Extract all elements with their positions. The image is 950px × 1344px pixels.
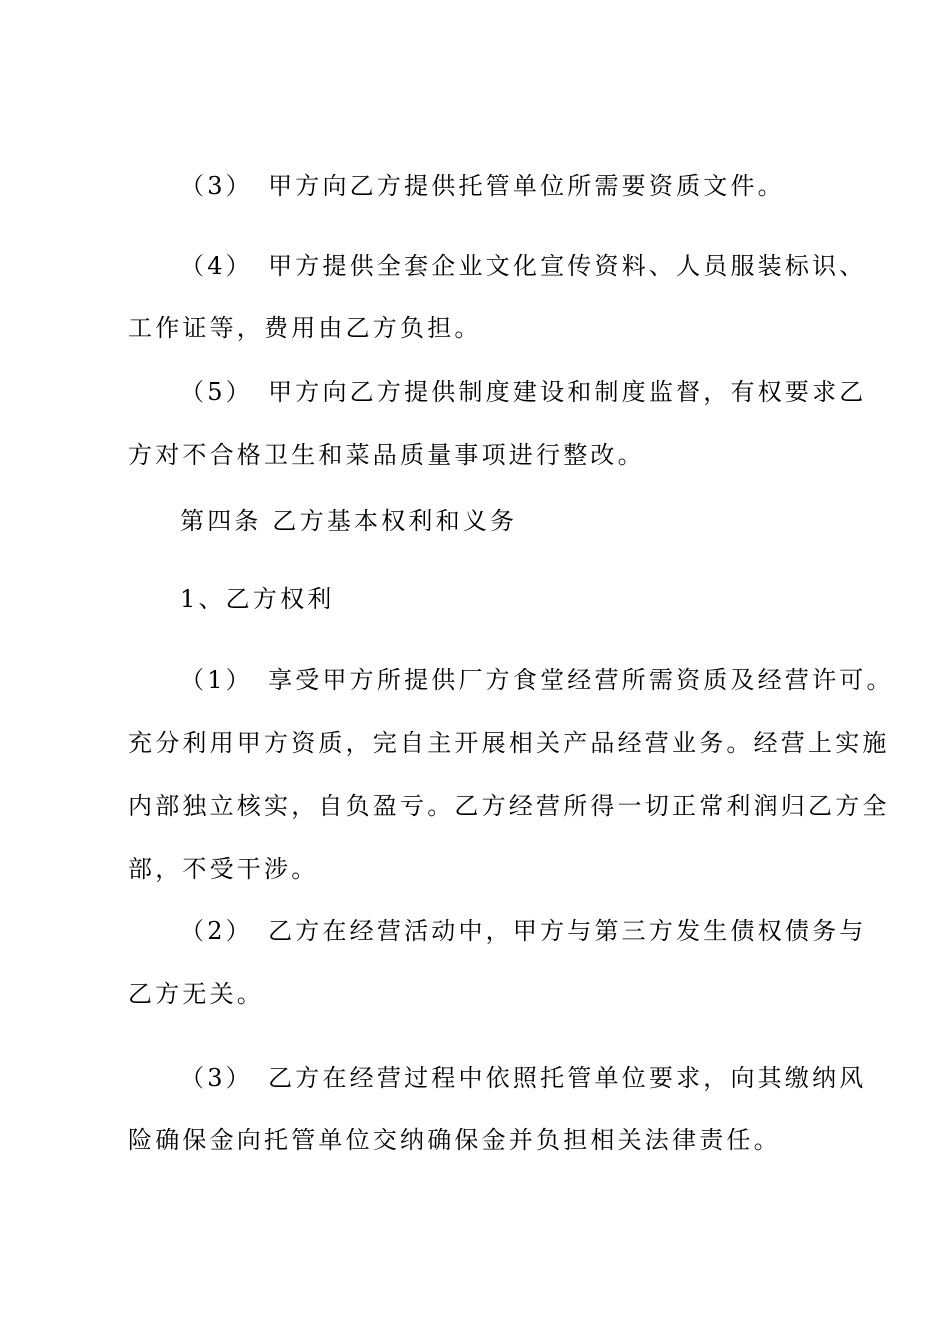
- paragraph-line: （3） 甲方向乙方提供托管单位所需要资质文件。: [180, 172, 785, 200]
- paragraph-line: 乙方无关。: [128, 980, 264, 1008]
- paragraph-line: （4） 甲方提供全套企业文化宣传资料、人员服装标识、: [180, 252, 867, 280]
- paragraph-line: （1） 享受甲方所提供厂方食堂经营所需资质及经营许可。: [180, 666, 894, 694]
- paragraph-line: （5） 甲方向乙方提供制度建设和制度监督，有权要求乙: [180, 378, 867, 406]
- paragraph-line: 险确保金向托管单位交纳确保金并负担相关法律责任。: [128, 1126, 781, 1154]
- paragraph-line: （2） 乙方在经营活动中，甲方与第三方发生债权债务与: [180, 917, 867, 945]
- paragraph-line: 方对不合格卫生和菜品质量事项进行整改。: [128, 441, 645, 469]
- paragraph-line: 部，不受干涉。: [128, 855, 319, 883]
- section-heading: 1、乙方权利: [180, 585, 335, 613]
- paragraph-line: （3） 乙方在经营过程中依照托管单位要求，向其缴纳风: [180, 1064, 867, 1092]
- paragraph-line: 充分利用甲方资质，完自主开展相关产品经营业务。经营上实施: [128, 729, 890, 757]
- article-heading: 第四条 乙方基本权利和义务: [180, 507, 518, 535]
- paragraph-line: 工作证等，费用由乙方负担。: [128, 314, 482, 342]
- paragraph-line: 内部独立核实，自负盈亏。乙方经营所得一切正常利润归乙方全: [128, 792, 890, 820]
